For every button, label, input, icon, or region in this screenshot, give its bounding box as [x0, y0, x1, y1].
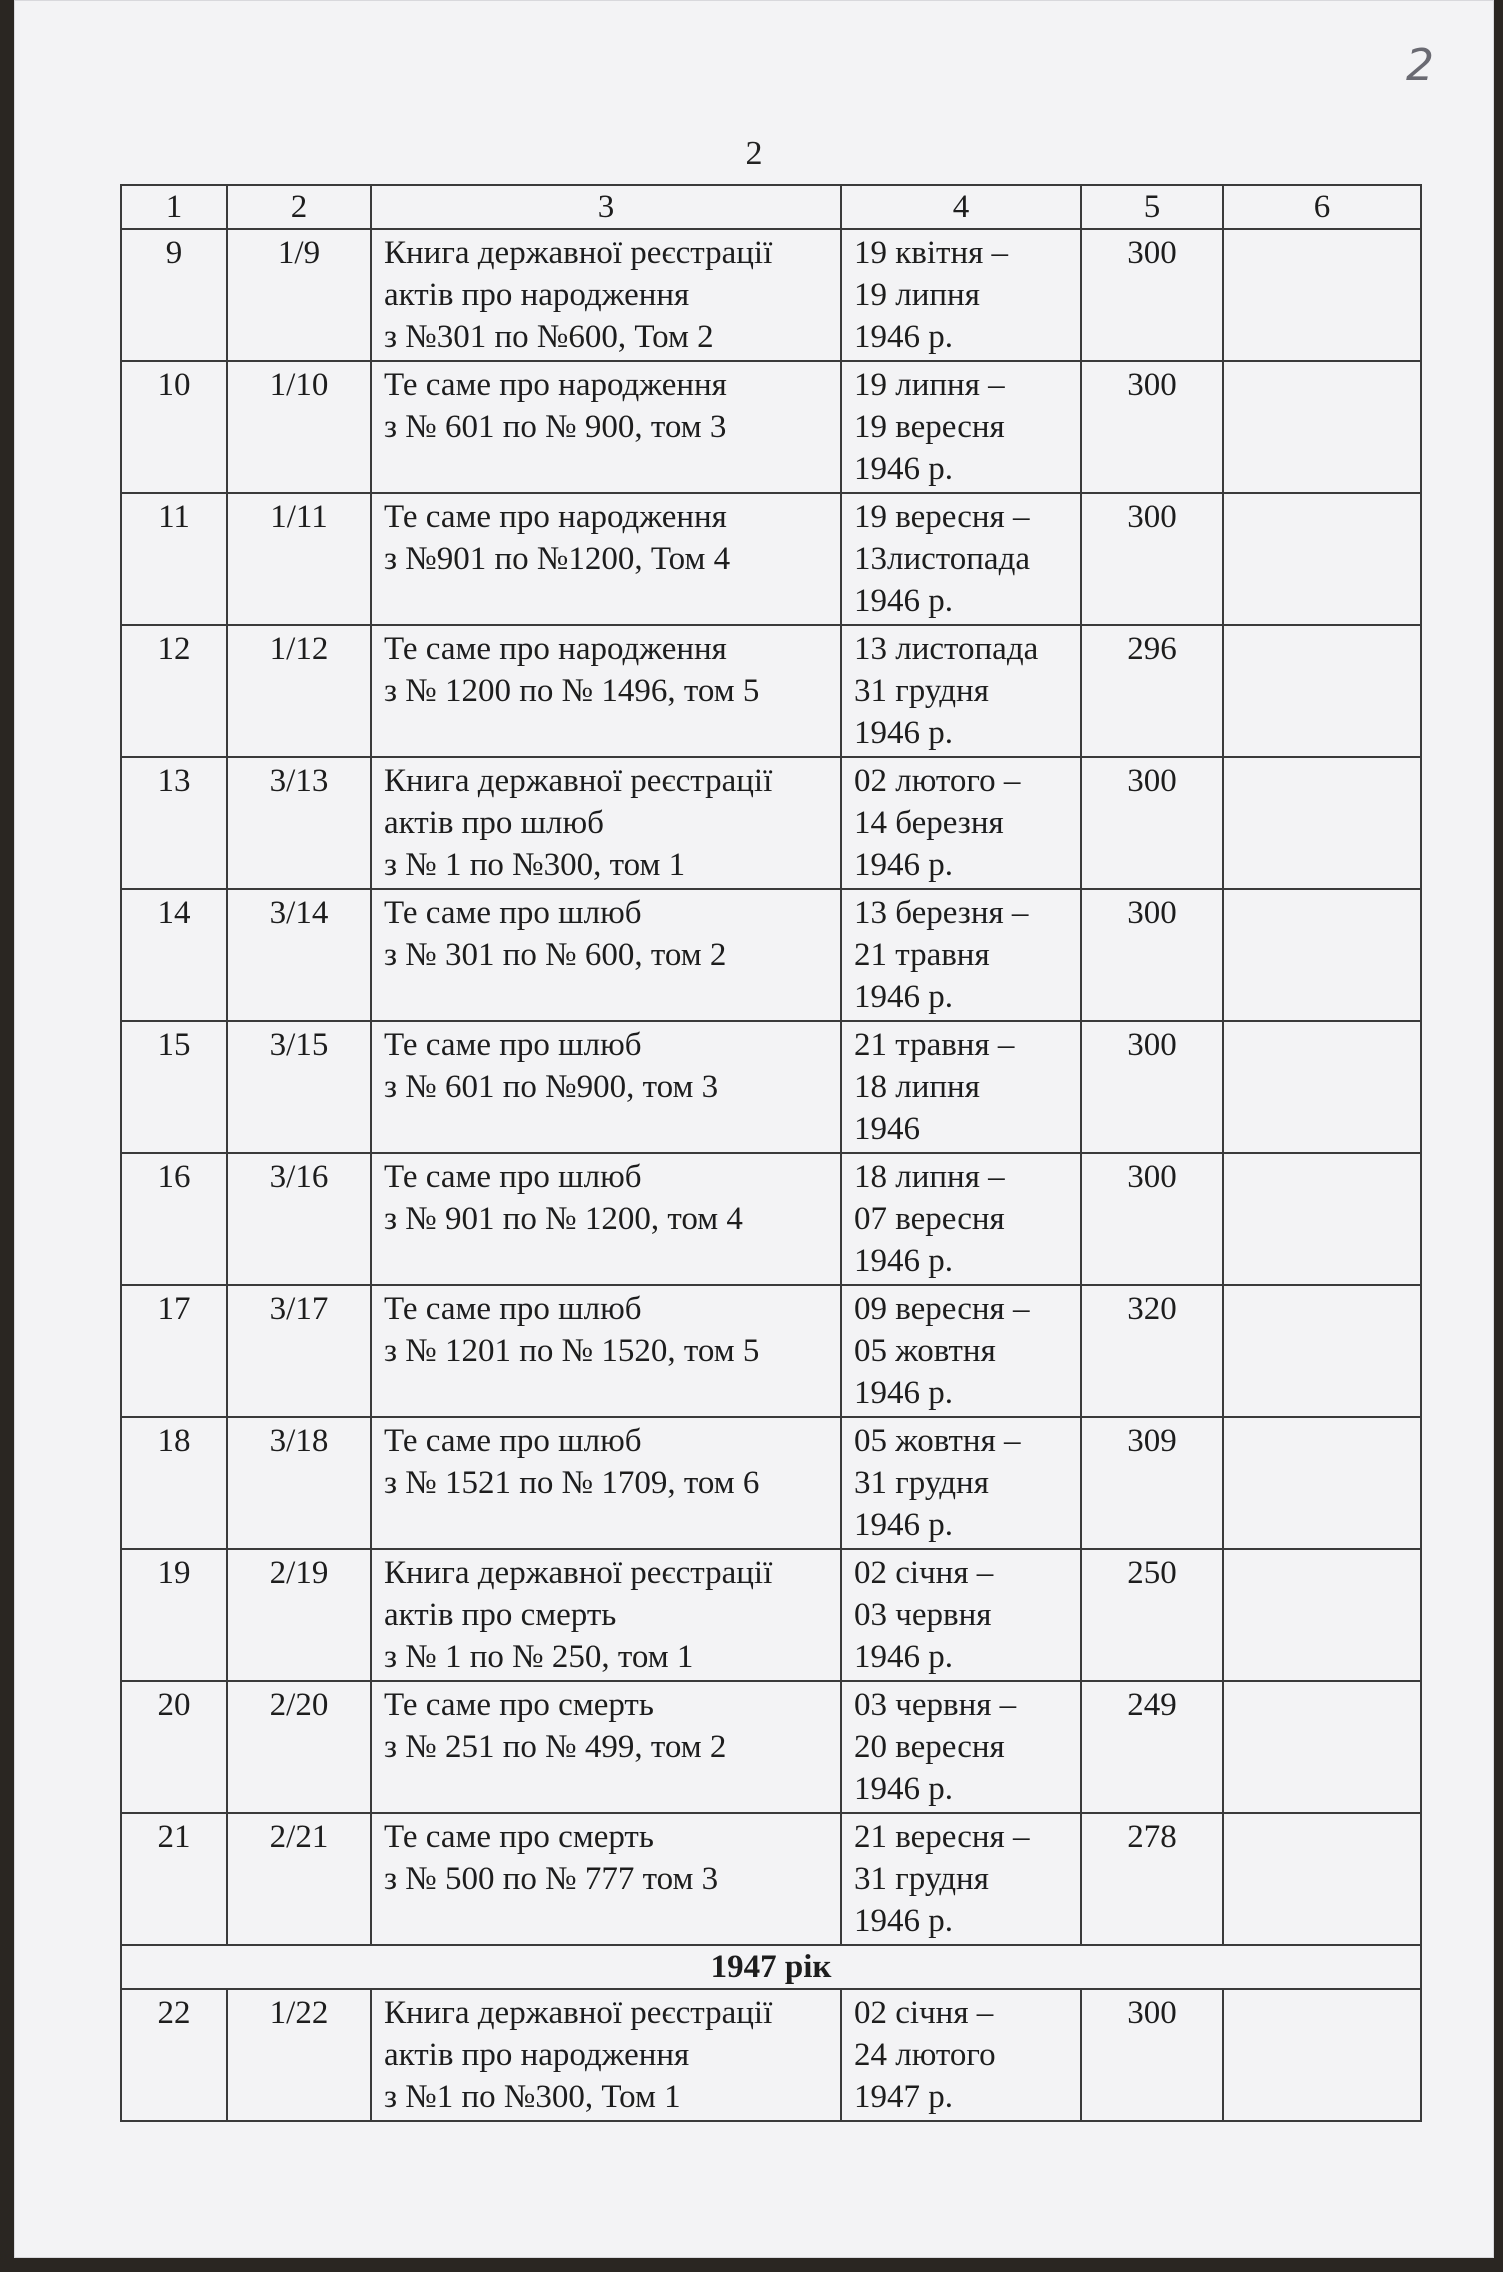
dates-cell-line: 05 жовтня: [854, 1333, 996, 1369]
sheet-count-cell: 300: [1081, 889, 1223, 1021]
row-number-cell: 12: [121, 625, 227, 757]
title-cell-line: з №1 по №300, Том 1: [384, 2079, 681, 2115]
dates-cell-line: 1946: [854, 1111, 920, 1147]
dates-cell: [841, 1989, 1081, 2121]
table-row: [121, 889, 1421, 1021]
dates-cell: [841, 493, 1081, 625]
title-cell: [371, 1681, 841, 1813]
title-cell-line: Те саме про народження: [384, 631, 727, 667]
sheet-count-cell: 300: [1081, 1153, 1223, 1285]
fond-code-cell: 1/12: [227, 625, 371, 757]
table-row: [121, 625, 1421, 757]
dates-cell-line: 19 вересня: [854, 409, 1005, 445]
note-cell: [1223, 1813, 1421, 1945]
note-cell: [1223, 1021, 1421, 1153]
dates-cell-line: 1947 р.: [854, 2079, 953, 2115]
note-cell: [1223, 1153, 1421, 1285]
dates-cell-line: 18 липня: [854, 1069, 980, 1105]
title-cell-line: Те саме про шлюб: [384, 1291, 642, 1327]
fond-code-cell: 2/21: [227, 1813, 371, 1945]
row-number-cell: 18: [121, 1417, 227, 1549]
table-row: [121, 493, 1421, 625]
dates-cell-line: 1946 р.: [854, 979, 953, 1015]
title-cell: [371, 229, 841, 361]
dates-cell: [841, 757, 1081, 889]
sheet-count-cell: 300: [1081, 1989, 1223, 2121]
row-number-cell: 19: [121, 1549, 227, 1681]
title-cell-line: Те саме про шлюб: [384, 1159, 642, 1195]
sheet-count-cell: 300: [1081, 361, 1223, 493]
table-row: [121, 361, 1421, 493]
fond-code-cell: 1/11: [227, 493, 371, 625]
dates-cell: [841, 1021, 1081, 1153]
table-row: [121, 229, 1421, 361]
table-row: [121, 1989, 1421, 2121]
title-cell: [371, 1989, 841, 2121]
sheet-count-cell: 300: [1081, 229, 1223, 361]
fond-code-cell: 1/22: [227, 1989, 371, 2121]
sheet-count-cell: 309: [1081, 1417, 1223, 1549]
table-row: [121, 757, 1421, 889]
table-row: [121, 1153, 1421, 1285]
table-row: [121, 1681, 1421, 1813]
year-section-row: [121, 1945, 1421, 1989]
dates-cell-line: 21 травня: [854, 937, 990, 973]
sheet-count-cell: 320: [1081, 1285, 1223, 1417]
register-inventory-table: [120, 184, 1422, 2122]
title-cell: [371, 493, 841, 625]
column-header: 6: [1223, 185, 1421, 229]
column-header: 5: [1081, 185, 1223, 229]
dates-cell-line: 1946 р.: [854, 319, 953, 355]
column-header: 4: [841, 185, 1081, 229]
dates-cell-line: 09 вересня –: [854, 1291, 1030, 1327]
row-number-cell: 21: [121, 1813, 227, 1945]
sheet-count-cell: 278: [1081, 1813, 1223, 1945]
title-cell-line: актів про смерть: [384, 1597, 617, 1633]
row-number-cell: 15: [121, 1021, 227, 1153]
title-cell-line: актів про шлюб: [384, 805, 604, 841]
dates-cell: [841, 1285, 1081, 1417]
dates-cell-line: 19 квітня –: [854, 235, 1009, 271]
row-number-cell: 10: [121, 361, 227, 493]
title-cell-line: з № 601 по №900, том 3: [384, 1069, 719, 1105]
note-cell: [1223, 1285, 1421, 1417]
dates-cell-line: 02 січня –: [854, 1555, 994, 1591]
table-header-row: [121, 185, 1421, 229]
sheet-count-cell: 300: [1081, 1021, 1223, 1153]
title-cell-line: Те саме про народження: [384, 499, 727, 535]
title-cell-line: з №901 по №1200, Том 4: [384, 541, 731, 577]
year-heading: 1947 рік: [121, 1945, 1421, 1989]
dates-cell-line: 07 вересня: [854, 1201, 1005, 1237]
title-cell-line: з № 1 по № 250, том 1: [384, 1639, 694, 1675]
sheet-count-cell: 296: [1081, 625, 1223, 757]
title-cell: [371, 361, 841, 493]
title-cell-line: актів про народження: [384, 277, 690, 313]
dates-cell-line: 03 червня: [854, 1597, 992, 1633]
dates-cell-line: 13 листопада: [854, 631, 1039, 667]
column-header: 2: [227, 185, 371, 229]
dates-cell-line: 1946 р.: [854, 1771, 953, 1807]
title-cell-line: Те саме про смерть: [384, 1687, 654, 1723]
dates-cell: [841, 625, 1081, 757]
dates-cell-line: 18 липня –: [854, 1159, 1005, 1195]
dates-cell-line: 05 жовтня –: [854, 1423, 1021, 1459]
row-number-cell: 13: [121, 757, 227, 889]
dates-cell-line: 1946 р.: [854, 1903, 953, 1939]
dates-cell-line: 1946 р.: [854, 847, 953, 883]
sheet-count-cell: 300: [1081, 493, 1223, 625]
dates-cell-line: 19 липня –: [854, 367, 1005, 403]
dates-cell-line: 1946 р.: [854, 1639, 953, 1675]
note-cell: [1223, 889, 1421, 1021]
dates-cell-line: 31 грудня: [854, 1465, 989, 1501]
fond-code-cell: 3/18: [227, 1417, 371, 1549]
title-cell-line: з № 251 по № 499, том 2: [384, 1729, 727, 1765]
dates-cell-line: 14 березня: [854, 805, 1004, 841]
dates-cell-line: 19 липня: [854, 277, 980, 313]
sheet-count-cell: 300: [1081, 757, 1223, 889]
title-cell-line: з №301 по №600, Том 2: [384, 319, 714, 355]
dates-cell: [841, 229, 1081, 361]
fond-code-cell: 2/19: [227, 1549, 371, 1681]
document-page: [14, 0, 1494, 2258]
note-cell: [1223, 1681, 1421, 1813]
dates-cell-line: 31 грудня: [854, 1861, 989, 1897]
title-cell-line: Те саме про народження: [384, 367, 727, 403]
dates-cell-line: 02 січня –: [854, 1995, 994, 2031]
dates-cell-line: 1946 р.: [854, 1243, 953, 1279]
dates-cell-line: 03 червня –: [854, 1687, 1017, 1723]
fond-code-cell: 2/20: [227, 1681, 371, 1813]
dates-cell-line: 31 грудня: [854, 673, 989, 709]
dates-cell-line: 1946 р.: [854, 1507, 953, 1543]
dates-cell: [841, 1813, 1081, 1945]
handwritten-page-mark: 2: [1406, 40, 1434, 91]
title-cell: [371, 1153, 841, 1285]
dates-cell: [841, 1417, 1081, 1549]
title-cell: [371, 1549, 841, 1681]
dates-cell-line: 02 лютого –: [854, 763, 1021, 799]
title-cell-line: з № 901 по № 1200, том 4: [384, 1201, 743, 1237]
title-cell-line: Книга державної реєстрації: [384, 1995, 773, 2031]
title-cell-line: Те саме про шлюб: [384, 1423, 642, 1459]
row-number-cell: 22: [121, 1989, 227, 2121]
note-cell: [1223, 229, 1421, 361]
sheet-count-cell: 249: [1081, 1681, 1223, 1813]
title-cell-line: актів про народження: [384, 2037, 690, 2073]
page-number: 2: [745, 135, 763, 172]
note-cell: [1223, 757, 1421, 889]
note-cell: [1223, 625, 1421, 757]
table-row: [121, 1285, 1421, 1417]
title-cell: [371, 1021, 841, 1153]
note-cell: [1223, 493, 1421, 625]
dates-cell-line: 20 вересня: [854, 1729, 1005, 1765]
dates-cell-line: 21 вересня –: [854, 1819, 1030, 1855]
dates-cell: [841, 1681, 1081, 1813]
dates-cell-line: 24 лютого: [854, 2037, 996, 2073]
fond-code-cell: 3/15: [227, 1021, 371, 1153]
note-cell: [1223, 1417, 1421, 1549]
note-cell: [1223, 1989, 1421, 2121]
title-cell-line: Те саме про шлюб: [384, 1027, 642, 1063]
title-cell-line: з № 1521 по № 1709, том 6: [384, 1465, 760, 1501]
title-cell: [371, 757, 841, 889]
title-cell-line: з № 1 по №300, том 1: [384, 847, 686, 883]
dates-cell-line: 1946 р.: [854, 1375, 953, 1411]
dates-cell-line: 13 березня –: [854, 895, 1029, 931]
dates-cell: [841, 361, 1081, 493]
title-cell: [371, 1813, 841, 1945]
title-cell-line: Те саме про шлюб: [384, 895, 642, 931]
title-cell: [371, 1417, 841, 1549]
title-cell-line: з № 301 по № 600, том 2: [384, 937, 727, 973]
row-number-cell: 20: [121, 1681, 227, 1813]
title-cell-line: з № 1200 по № 1496, том 5: [384, 673, 760, 709]
table-row: [121, 1549, 1421, 1681]
row-number-cell: 9: [121, 229, 227, 361]
dates-cell-line: 1946 р.: [854, 583, 953, 619]
dates-cell-line: 21 травня –: [854, 1027, 1015, 1063]
title-cell-line: з № 500 по № 777 том 3: [384, 1861, 719, 1897]
title-cell-line: з № 1201 по № 1520, том 5: [384, 1333, 760, 1369]
dates-cell-line: 1946 р.: [854, 451, 953, 487]
title-cell-line: Книга державної реєстрації: [384, 1555, 773, 1591]
table-row: [121, 1021, 1421, 1153]
column-header: 1: [121, 185, 227, 229]
fond-code-cell: 1/9: [227, 229, 371, 361]
fond-code-cell: 3/16: [227, 1153, 371, 1285]
title-cell: [371, 625, 841, 757]
dates-cell: [841, 1549, 1081, 1681]
title-cell-line: Книга державної реєстрації: [384, 763, 773, 799]
fond-code-cell: 3/14: [227, 889, 371, 1021]
row-number-cell: 17: [121, 1285, 227, 1417]
fond-code-cell: 3/17: [227, 1285, 371, 1417]
column-header: 3: [371, 185, 841, 229]
title-cell: [371, 1285, 841, 1417]
title-cell-line: Те саме про смерть: [384, 1819, 654, 1855]
title-cell: [371, 889, 841, 1021]
note-cell: [1223, 361, 1421, 493]
dates-cell: [841, 889, 1081, 1021]
table-row: [121, 1417, 1421, 1549]
row-number-cell: 14: [121, 889, 227, 1021]
title-cell-line: з № 601 по № 900, том 3: [384, 409, 727, 445]
fond-code-cell: 3/13: [227, 757, 371, 889]
row-number-cell: 16: [121, 1153, 227, 1285]
title-cell-line: Книга державної реєстрації: [384, 235, 773, 271]
sheet-count-cell: 250: [1081, 1549, 1223, 1681]
table-row: [121, 1813, 1421, 1945]
dates-cell-line: 1946 р.: [854, 715, 953, 751]
note-cell: [1223, 1549, 1421, 1681]
fond-code-cell: 1/10: [227, 361, 371, 493]
row-number-cell: 11: [121, 493, 227, 625]
dates-cell-line: 19 вересня –: [854, 499, 1030, 535]
dates-cell: [841, 1153, 1081, 1285]
dates-cell-line: 13листопада: [854, 541, 1031, 577]
